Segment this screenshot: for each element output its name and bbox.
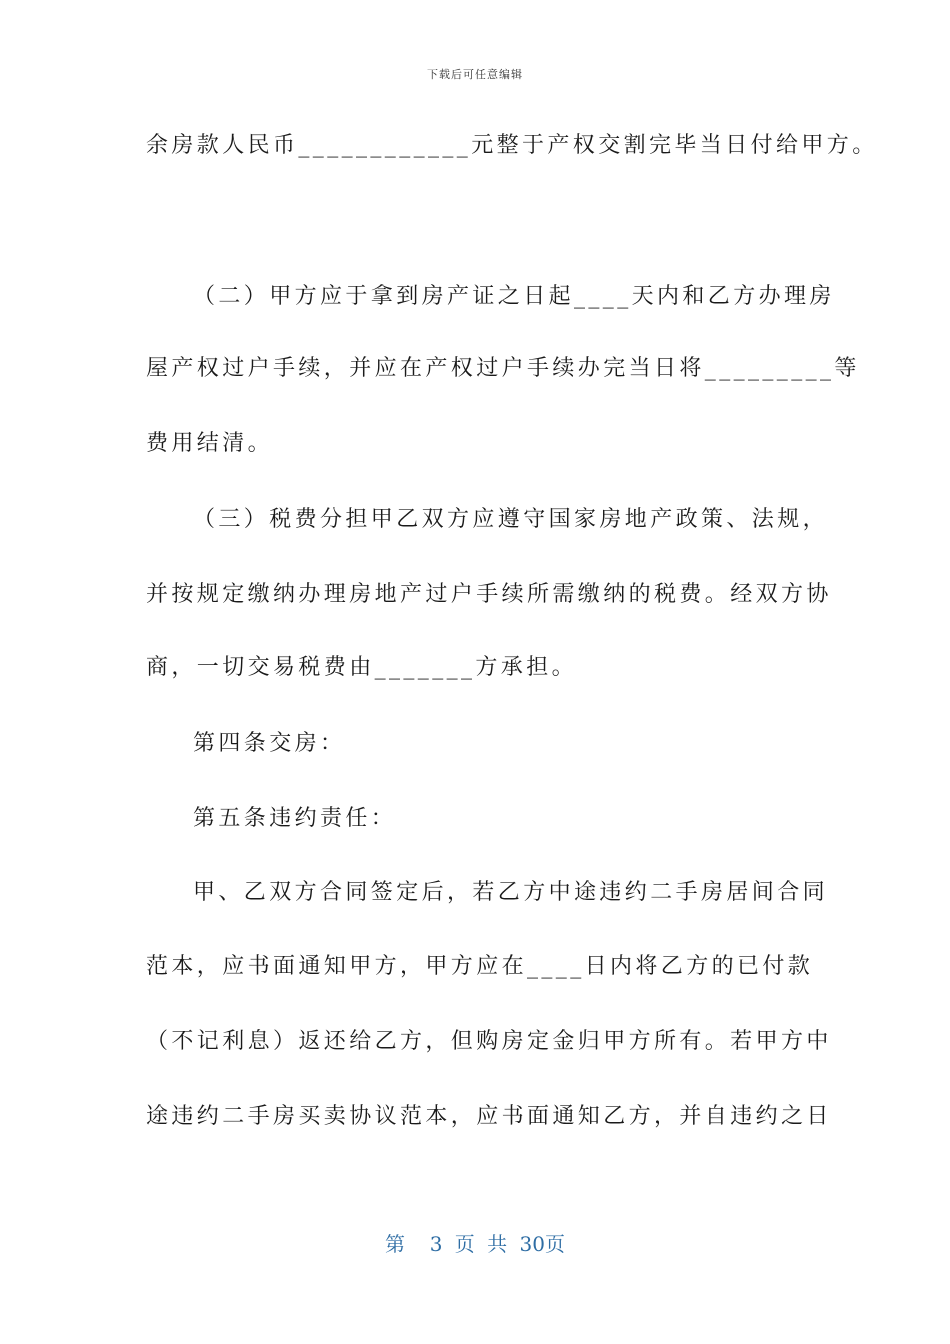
section-heading-article-4: 第四条交房：: [193, 731, 346, 756]
body-line-10: 甲、乙双方合同签定后，若乙方中途违约二手房居间合同: [193, 880, 829, 905]
body-line-11: 范本，应书面通知甲方，甲方应在____日内将乙方的已付款: [146, 954, 814, 979]
body-line-4: 费用结清。: [146, 431, 274, 456]
page-number-footer: 第 3 页 共 30页: [385, 1232, 565, 1256]
page-header-note: 下载后可任意编辑: [427, 68, 523, 81]
body-line-1: 余房款人民币____________元整于产权交割完毕当日付给甲方。: [146, 133, 878, 158]
section-heading-article-5: 第五条违约责任：: [193, 806, 397, 831]
body-line-6: 并按规定缴纳办理房地产过户手续所需缴纳的税费。经双方协: [146, 582, 832, 607]
body-line-3: 屋产权过户手续，并应在产权过户手续办完当日将_________等: [146, 356, 860, 381]
body-line-2: （二）甲方应于拿到房产证之日起____天内和乙方办理房: [193, 284, 835, 309]
body-line-5: （三）税费分担甲乙双方应遵守国家房地产政策、法规，: [193, 507, 829, 532]
body-line-7: 商，一切交易税费由_______方承担。: [146, 655, 578, 680]
body-line-12: （不记利息）返还给乙方，但购房定金归甲方所有。若甲方中: [146, 1029, 832, 1054]
body-line-13: 途违约二手房买卖协议范本，应书面通知乙方，并自违约之日: [146, 1104, 832, 1129]
